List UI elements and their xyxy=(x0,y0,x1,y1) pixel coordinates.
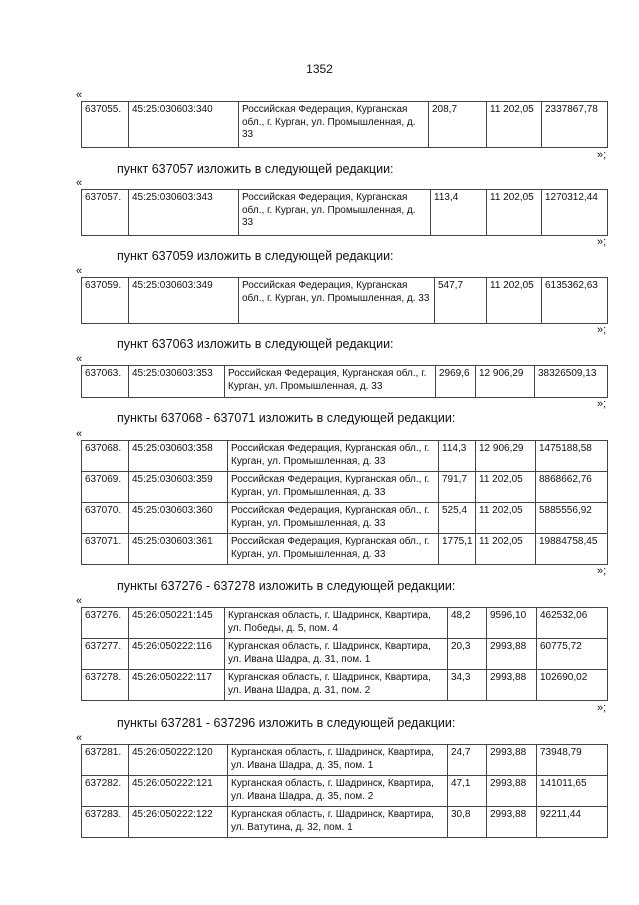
address: Курганская область, г. Шадринск, Квартира, ул. Ивана Шадра, д. 35, пом. 1 xyxy=(228,745,448,776)
specific-value: 2993,88 xyxy=(487,776,537,807)
address: Курганская область, г. Шадринск, Квартира, ул. Ивана Шадра, д. 35, пом. 2 xyxy=(228,776,448,807)
specific-value: 12 906,29 xyxy=(476,366,535,398)
property-table xyxy=(81,189,608,236)
address: Курганская область, г. Шадринск, Квартира, ул. Ватутина, д. 32, пом. 1 xyxy=(228,807,448,838)
open-quote: « xyxy=(76,177,83,189)
area: 48,2 xyxy=(448,608,487,639)
cadastral-number: 45:26:050222:121 xyxy=(129,776,228,807)
table-row xyxy=(82,807,608,838)
open-quote: « xyxy=(76,353,83,365)
table-row xyxy=(82,670,608,701)
amendment-heading: пункты 637281 - 637296 изложить в следующей редакции: xyxy=(117,716,456,730)
table-row xyxy=(82,745,608,776)
open-quote: « xyxy=(76,595,83,607)
row-number: 637070. xyxy=(82,503,129,534)
row-number: 637059. xyxy=(82,278,129,324)
area: 547,7 xyxy=(435,278,487,324)
close-quote: »; xyxy=(597,236,607,248)
address: Российская Федерация, Курганская обл., г. Курган, ул. Промышленная, д. 33 xyxy=(225,366,436,398)
cadastral-value: 60775,72 xyxy=(537,639,608,670)
area: 114,3 xyxy=(439,441,476,472)
table-row xyxy=(82,472,608,503)
cadastral-number: 45:26:050222:122 xyxy=(129,807,228,838)
open-quote: « xyxy=(76,428,83,440)
cadastral-value: 6135362,63 xyxy=(542,278,608,324)
cadastral-value: 38326509,13 xyxy=(535,366,608,398)
table-row xyxy=(82,190,608,236)
table-row xyxy=(82,608,608,639)
row-number: 637057. xyxy=(82,190,129,236)
cadastral-value: 19884758,45 xyxy=(536,534,608,565)
row-number: 637063. xyxy=(82,366,129,398)
table-row xyxy=(82,102,608,148)
specific-value: 9596,10 xyxy=(487,608,537,639)
area: 208,7 xyxy=(429,102,487,148)
area: 113,4 xyxy=(431,190,487,236)
cadastral-value: 462532,06 xyxy=(537,608,608,639)
close-quote: »; xyxy=(597,149,607,161)
area: 791,7 xyxy=(439,472,476,503)
table-row xyxy=(82,441,608,472)
specific-value: 2993,88 xyxy=(487,807,537,838)
close-quote: »; xyxy=(597,565,607,577)
specific-value: 11 202,05 xyxy=(476,472,536,503)
cadastral-value: 73948,79 xyxy=(537,745,608,776)
row-number: 637068. xyxy=(82,441,129,472)
specific-value: 2993,88 xyxy=(487,745,537,776)
specific-value: 11 202,05 xyxy=(476,503,536,534)
close-quote: »; xyxy=(597,324,607,336)
area: 24,7 xyxy=(448,745,487,776)
cadastral-value: 8868662,76 xyxy=(536,472,608,503)
table-row xyxy=(82,366,608,398)
cadastral-number: 45:25:030603:361 xyxy=(129,534,228,565)
table-row xyxy=(82,278,608,324)
specific-value: 2993,88 xyxy=(487,639,537,670)
cadastral-number: 45:26:050221:145 xyxy=(129,608,225,639)
row-number: 637281. xyxy=(82,745,129,776)
cadastral-number: 45:25:030603:349 xyxy=(129,278,239,324)
table-row xyxy=(82,776,608,807)
area: 47,1 xyxy=(448,776,487,807)
property-table xyxy=(81,277,608,324)
amendment-heading: пункты 637276 - 637278 изложить в следующей редакции: xyxy=(117,579,456,593)
cadastral-number: 45:25:030603:360 xyxy=(129,503,228,534)
cadastral-value: 141011,65 xyxy=(537,776,608,807)
amendment-heading: пункт 637059 изложить в следующей редакции: xyxy=(117,249,394,263)
address: Российская Федерация, Курганская обл., г. Курган, ул. Промышленная, д. 33 xyxy=(239,102,429,148)
cadastral-number: 45:26:050222:116 xyxy=(129,639,225,670)
address: Российская Федерация, Курганская обл., г. Курган, ул. Промышленная, д. 33 xyxy=(228,503,439,534)
address: Российская Федерация, Курганская обл., г. Курган, ул. Промышленная, д. 33 xyxy=(228,472,439,503)
property-table xyxy=(81,101,608,148)
cadastral-number: 45:25:030603:359 xyxy=(129,472,228,503)
area: 1775,1 xyxy=(439,534,476,565)
address: Российская Федерация, Курганская обл., г. Курган, ул. Промышленная, д. 33 xyxy=(228,534,439,565)
row-number: 637069. xyxy=(82,472,129,503)
cadastral-number: 45:25:030603:343 xyxy=(129,190,239,236)
table-row xyxy=(82,534,608,565)
close-quote: »; xyxy=(597,398,607,410)
property-table xyxy=(81,607,608,701)
amendment-heading: пункты 637068 - 637071 изложить в следующей редакции: xyxy=(117,411,456,425)
cadastral-value: 92211,44 xyxy=(537,807,608,838)
cadastral-value: 102690,02 xyxy=(537,670,608,701)
specific-value: 11 202,05 xyxy=(487,190,542,236)
specific-value: 2993,88 xyxy=(487,670,537,701)
close-quote: »; xyxy=(597,702,607,714)
cadastral-number: 45:25:030603:358 xyxy=(129,441,228,472)
specific-value: 11 202,05 xyxy=(487,278,542,324)
specific-value: 12 906,29 xyxy=(476,441,536,472)
cadastral-number: 45:26:050222:117 xyxy=(129,670,225,701)
property-table xyxy=(81,365,608,398)
address: Курганская область, г. Шадринск, Квартира, ул. Ивана Шадра, д. 31, пом. 1 xyxy=(225,639,448,670)
specific-value: 11 202,05 xyxy=(476,534,536,565)
open-quote: « xyxy=(76,265,83,277)
row-number: 637277. xyxy=(82,639,129,670)
open-quote: « xyxy=(76,89,83,101)
property-table xyxy=(81,440,608,565)
amendment-heading: пункт 637057 изложить в следующей редакции: xyxy=(117,162,394,176)
open-quote: « xyxy=(76,732,83,744)
address: Курганская область, г. Шадринск, Квартира, ул. Победы, д. 5, пом. 4 xyxy=(225,608,448,639)
cadastral-number: 45:25:030603:353 xyxy=(129,366,225,398)
table-row xyxy=(82,503,608,534)
area: 525,4 xyxy=(439,503,476,534)
area: 2969,6 xyxy=(436,366,476,398)
row-number: 637276. xyxy=(82,608,129,639)
cadastral-value: 1270312,44 xyxy=(542,190,608,236)
table-row xyxy=(82,639,608,670)
row-number: 637071. xyxy=(82,534,129,565)
cadastral-value: 1475188,58 xyxy=(536,441,608,472)
address: Российская Федерация, Курганская обл., г. Курган, ул. Промышленная, д. 33 xyxy=(239,190,431,236)
amendment-heading: пункт 637063 изложить в следующей редакции: xyxy=(117,337,394,351)
area: 30,8 xyxy=(448,807,487,838)
address: Российская Федерация, Курганская обл., г. Курган, ул. Промышленная, д. 33 xyxy=(228,441,439,472)
row-number: 637055. xyxy=(82,102,129,148)
cadastral-value: 2337867,78 xyxy=(542,102,608,148)
cadastral-value: 5885556,92 xyxy=(536,503,608,534)
property-table xyxy=(81,744,608,838)
address: Российская Федерация, Курганская обл., г. Курган, ул. Промышленная, д. 33 xyxy=(239,278,435,324)
page-number: 1352 xyxy=(306,62,333,76)
specific-value: 11 202,05 xyxy=(487,102,542,148)
row-number: 637283. xyxy=(82,807,129,838)
area: 20,3 xyxy=(448,639,487,670)
cadastral-number: 45:26:050222:120 xyxy=(129,745,228,776)
cadastral-number: 45:25:030603:340 xyxy=(129,102,239,148)
address: Курганская область, г. Шадринск, Квартира, ул. Ивана Шадра, д. 31, пом. 2 xyxy=(225,670,448,701)
area: 34,3 xyxy=(448,670,487,701)
row-number: 637282. xyxy=(82,776,129,807)
row-number: 637278. xyxy=(82,670,129,701)
